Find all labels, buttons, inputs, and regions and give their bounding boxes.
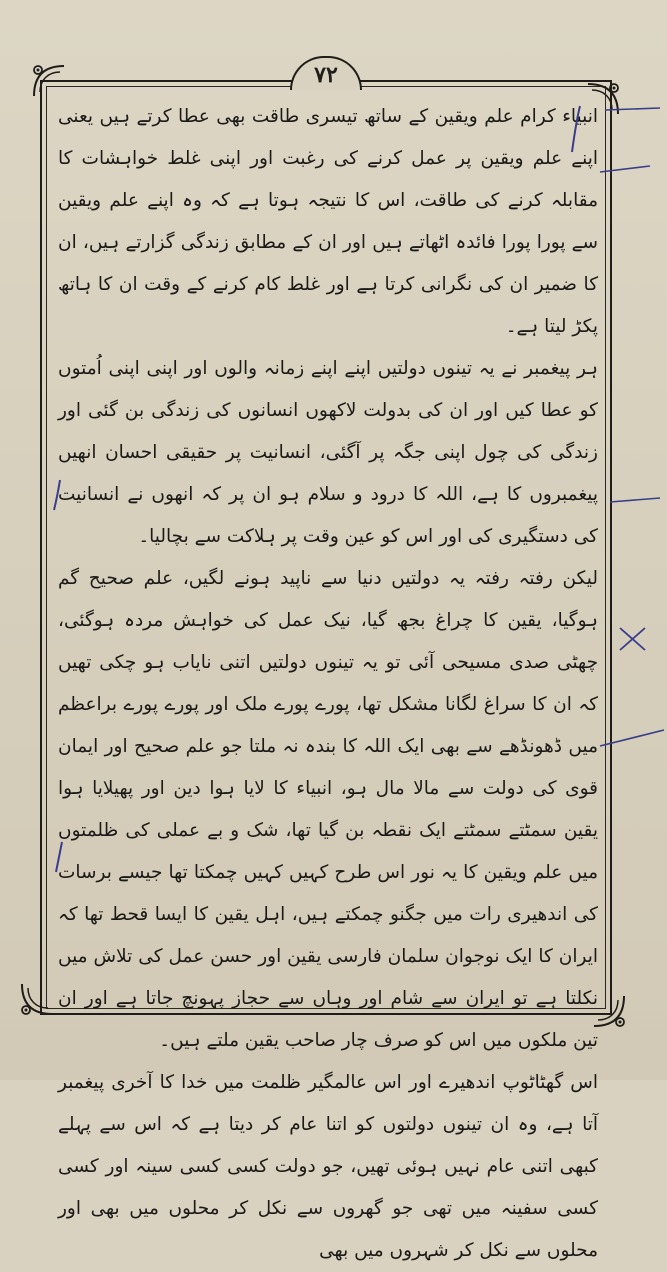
paragraph-4: اس گھٹاٹوپ اندھیرے اور اس عالمگیر ظلمت میں خدا کا آخری پیغمبر آتا ہے، وہ ان تینوں دولتوں کو اتنا عام کر دیتا ہے کہ اس سے پہلے کبھی اتنی عام نہیں ہوئی تھیں، جو دولت کسی کسی سینہ اور کسی کسی سفینہ میں تھی جو گھروں سے نکل کر محلوں میں بھی اور محلوں سے نکل کر شہروں میں بھی xyxy=(58,1072,598,1261)
corner-ornament-bottom-left-icon xyxy=(18,980,56,1018)
page-number: ۷۲ xyxy=(314,62,338,88)
paragraph-2: ہر پیغمبر نے یہ تینوں دولتیں اپنے اپنے زمانہ والوں اور اپنی اپنی اُمتوں کو عطا کیں اور ان کی بدولت لاکھوں انسانوں کی زندگی بن گئی اور زندگی کی چول اپنی جگہ پر آگئی، انسانیت پر حقیقی احسان انھیں پیغمبروں کا ہے، اللہ کا درود و سلام ہو ان پر کہ انھوں نے انسانیت کی دستگیری کی اور اس کو عین وقت پر ہلاکت سے بچالیا۔ xyxy=(58,358,598,547)
margin-pen-marks-icon xyxy=(560,100,667,800)
paragraph-1: انبیاء کرام علم ویقین کے ساتھ تیسری طاقت بھی عطا کرتے ہیں یعنی اپنے علم ویقین پر عمل کرنے کی رغبت اور اپنی غلط خواہشات کا مقابلہ کرنے کی طاقت، اس کا نتیجہ ہوتا ہے کہ وہ اپنے علم ویقین سے پورا پورا فائدہ اٹھاتے ہیں اور ان کے مطابق زندگی گزارتے ہیں، ان کا ضمیر ان کی نگرانی کرتا ہے اور غلط کام کرنے کے وقت ان کا ہاتھ پکڑ لیتا ہے۔ xyxy=(58,106,598,337)
page-body-text xyxy=(58,96,598,1261)
paragraph-3: لیکن رفتہ رفتہ یہ دولتیں دنیا سے ناپید ہونے لگیں، علم صحیح گم ہوگیا، یقین کا چراغ بجھ گیا، نیک عمل کی خواہش مردہ ہوگئی، چھٹی صدی مسیحی آئی تو یہ تینوں دولتیں اتنی نایاب ہو چکی تھیں کہ ان کا سراغ لگانا مشکل تھا، پورے پورے ملک اور پورے پورے براعظم میں ڈھونڈھے سے بھی ایک اللہ کا بندہ نہ ملتا جو علم صحیح اور ایمان قوی کی دولت سے مالا مال ہو، انبیاء کا لایا ہوا دین اور پھیلایا ہوا یقین سمٹتے سمٹتے ایک نقطہ بن گیا تھا، شک و بے عملی کی ظلمتوں میں علم ویقین کا یہ نور اس طرح کہیں کہیں چمکتا تھا جیسے برسات کی اندھیری رات میں جگنو چمکتے ہیں، اہل یقین کا ایسا قحط تھا کہ ایران کا ایک نوجوان سلمان فارسی یقین اور حسن عمل کی تلاش میں نکلتا ہے تو ایران سے شام اور وہاں سے حجاز پہونچ جاتا ہے اور ان تین ملکوں میں اس کو صرف چار صاحب یقین ملتے ہیں۔ xyxy=(58,568,598,1051)
corner-ornament-top-left-icon xyxy=(30,62,68,100)
page-number-badge xyxy=(290,56,362,90)
margin-pen-marks-left-icon xyxy=(40,470,80,890)
